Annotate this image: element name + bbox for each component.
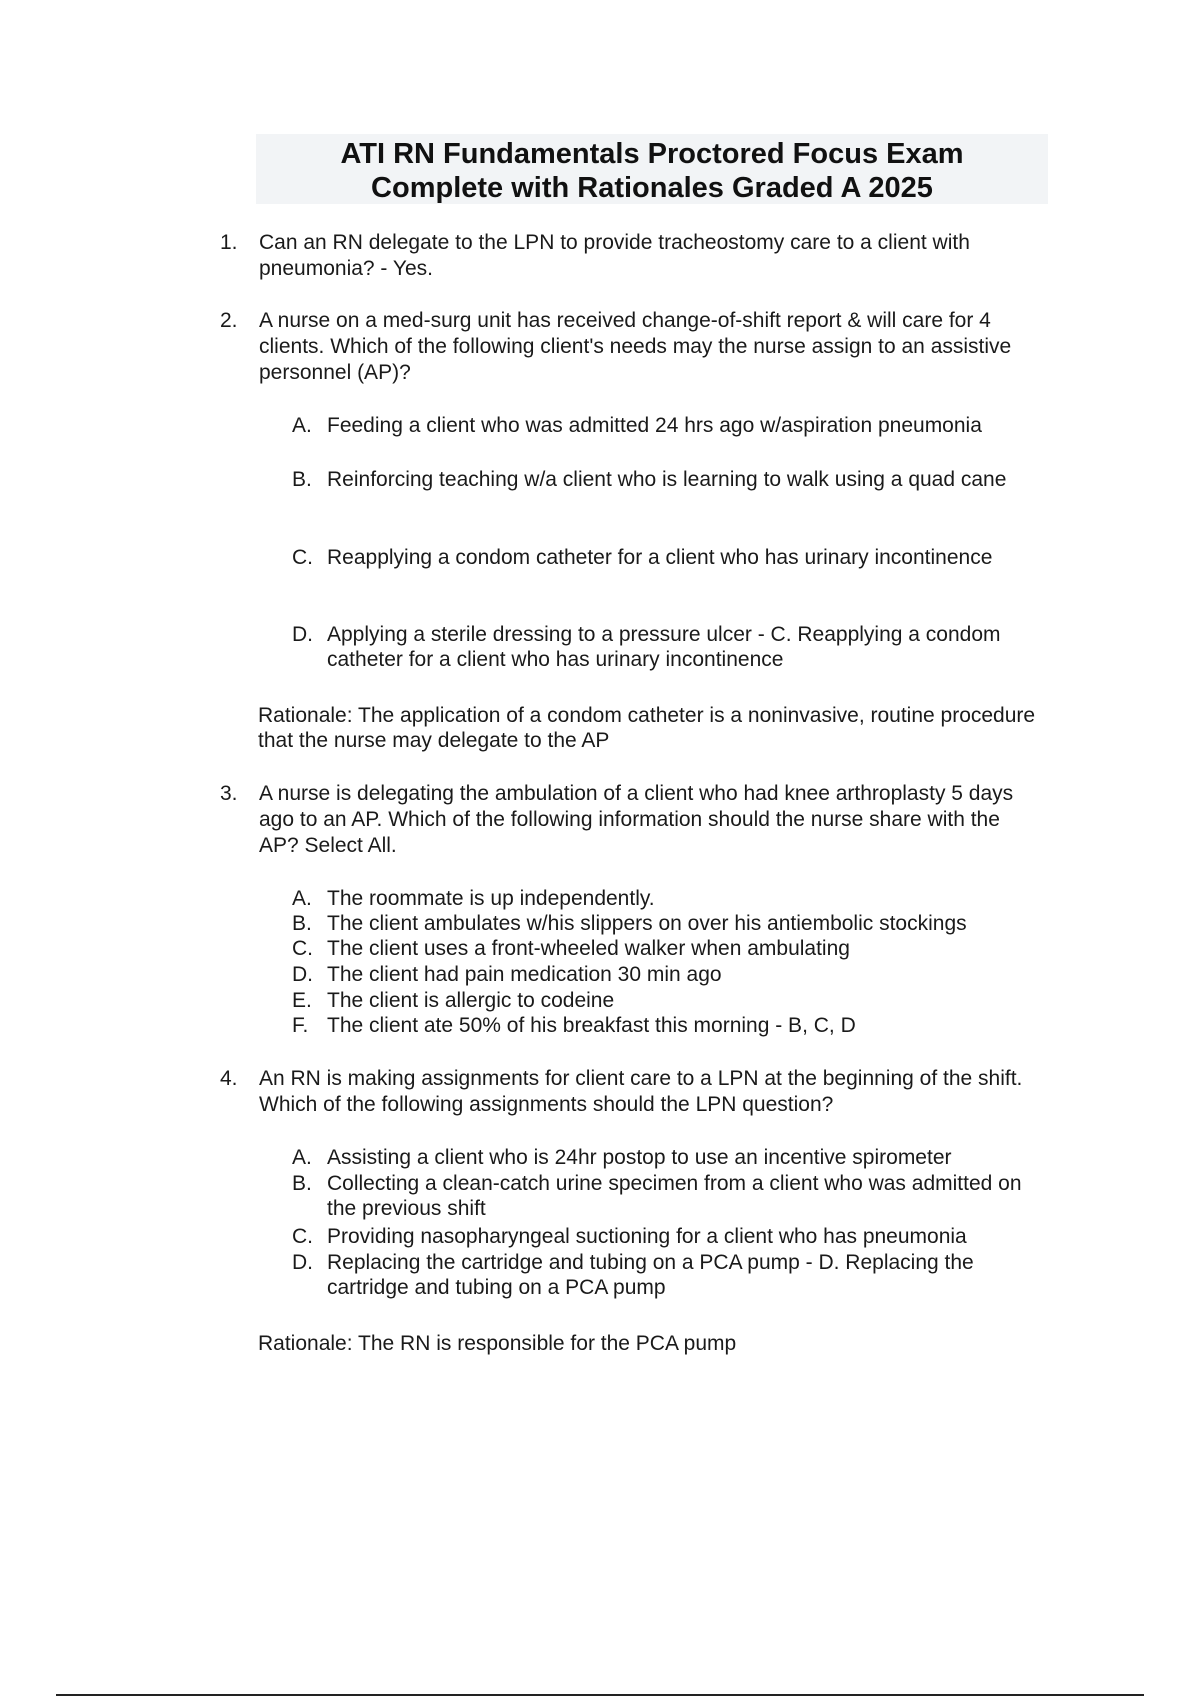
question-4-option-a: [292, 1145, 1042, 1170]
question-3-option-c: [292, 936, 1042, 961]
option-text: The client ambulates w/his slippers on over his antiembolic stockings: [327, 912, 967, 935]
question-3: [220, 781, 1040, 859]
question-4-option-c: [292, 1224, 1042, 1249]
question-3-option-f: [292, 1013, 1042, 1038]
option-text: Reapplying a condom catheter for a client who has urinary incontinence: [327, 546, 993, 569]
option-text: Assisting a client who is 24hr postop to use an incentive spirometer: [327, 1146, 952, 1169]
option-text: The client is allergic to codeine: [327, 989, 615, 1012]
question-text: An RN is making assignments for client care to a LPN at the beginning of the shift. Which of the following assignments should the LPN question?: [259, 1067, 1023, 1116]
question-number: 2.: [220, 309, 238, 332]
option-letter: E.: [292, 989, 312, 1012]
question-2-option-c: [292, 545, 1042, 570]
title-line-1: ATI RN Fundamentals Proctored Focus Exam: [340, 138, 964, 170]
option-letter: C.: [292, 1225, 313, 1248]
question-4-option-b: [292, 1171, 1042, 1221]
question-4: [220, 1066, 1040, 1118]
question-3-option-e: [292, 988, 1042, 1013]
option-text: Feeding a client who was admitted 24 hrs ago w/aspiration pneumonia: [327, 414, 982, 437]
question-2: [220, 308, 1040, 386]
title-line-2: Complete with Rationales Graded A 2025: [371, 172, 933, 204]
option-text: Reinforcing teaching w/a client who is learning to walk using a quad cane: [327, 468, 1007, 491]
question-text: A nurse is delegating the ambulation of a client who had knee arthroplasty 5 days ago to an AP. Which of the following information should the nurse share with the AP? Select All.: [259, 782, 1014, 857]
question-3-option-a: [292, 886, 1042, 911]
question-4-rationale: Rationale: The RN is responsible for the PCA pump: [258, 1332, 737, 1355]
option-letter: A.: [292, 887, 312, 910]
option-letter: A.: [292, 414, 312, 437]
option-letter: A.: [292, 1146, 312, 1169]
question-2-rationale: Rationale: The application of a condom catheter is a noninvasive, routine procedure that the nurse may delegate to the AP: [258, 704, 1036, 752]
question-2-option-a: [292, 413, 1042, 438]
option-text: The client uses a front-wheeled walker when ambulating: [327, 937, 850, 960]
option-text: Applying a sterile dressing to a pressure ulcer - C. Reapplying a condom catheter for a client who has urinary incontinence: [327, 623, 1001, 671]
option-text: The client ate 50% of his breakfast this morning - B, C, D: [327, 1014, 856, 1037]
question-text: Can an RN delegate to the LPN to provide tracheostomy care to a client with pneumonia? - Yes.: [259, 231, 970, 280]
option-letter: C.: [292, 546, 313, 569]
question-3-option-b: [292, 911, 1042, 936]
option-text: The client had pain medication 30 min ago: [327, 963, 722, 986]
option-letter: D.: [292, 1251, 313, 1274]
question-2-option-b: [292, 467, 1042, 492]
question-number: 3.: [220, 782, 238, 805]
question-text: A nurse on a med-surg unit has received change-of-shift report & will care for 4 clients. Which of the following client's needs may the nurse assign to an assistive personnel (AP)?: [259, 309, 1012, 384]
option-letter: B.: [292, 912, 312, 935]
question-1: [220, 230, 1040, 282]
question-3-option-d: [292, 962, 1042, 987]
option-text: The roommate is up independently.: [327, 887, 655, 910]
option-letter: B.: [292, 468, 312, 491]
question-4-option-d: [292, 1250, 1042, 1300]
option-letter: D.: [292, 963, 313, 986]
option-text: Collecting a clean-catch urine specimen from a client who was admitted on the previous shift: [327, 1172, 1022, 1220]
question-number: 1.: [220, 231, 238, 254]
option-letter: C.: [292, 937, 313, 960]
option-letter: D.: [292, 623, 313, 646]
document-title: [256, 134, 1048, 204]
question-2-option-d: [292, 622, 1042, 672]
option-text: Replacing the cartridge and tubing on a PCA pump - D. Replacing the cartridge and tubing on a PCA pump: [327, 1251, 974, 1299]
option-letter: F.: [292, 1014, 309, 1037]
option-letter: B.: [292, 1172, 312, 1195]
footer-divider: [56, 1694, 1144, 1696]
option-text: Providing nasopharyngeal suctioning for a client who has pneumonia: [327, 1225, 967, 1248]
question-number: 4.: [220, 1067, 238, 1090]
